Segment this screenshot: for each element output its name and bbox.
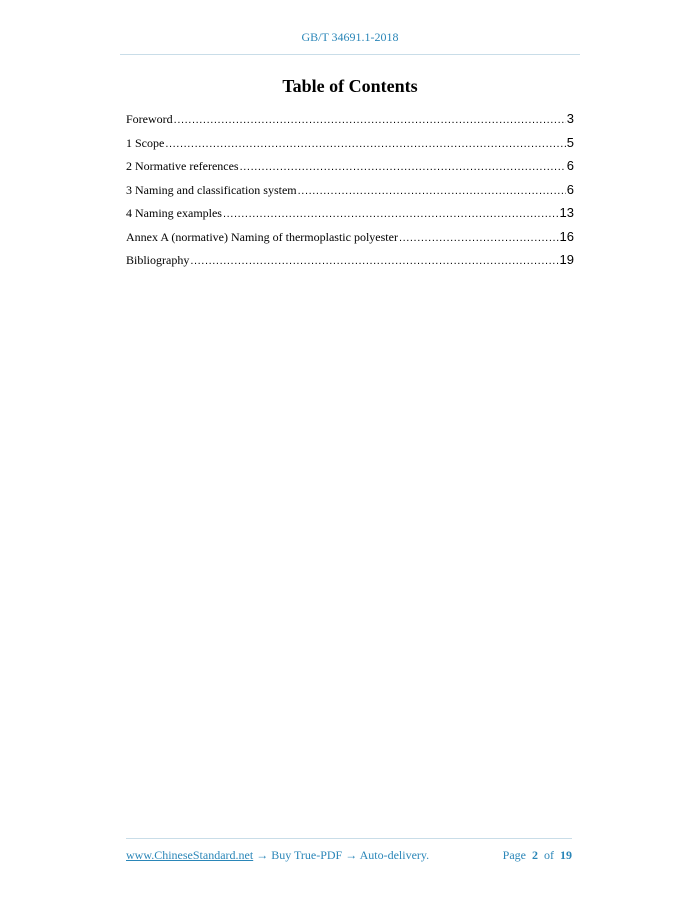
toc-entry-label: Foreword	[126, 112, 173, 126]
toc-entry-page: 6	[566, 181, 574, 197]
toc-entry-page: 16	[559, 228, 574, 244]
header-divider	[120, 54, 580, 55]
dot-leader	[174, 114, 566, 126]
toc-entry-label: Annex A (normative) Naming of thermoplastic polyester	[126, 229, 398, 244]
dot-leader	[165, 138, 565, 150]
toc-entry-page: 19	[559, 252, 574, 267]
dot-leader	[223, 208, 559, 220]
footer-promo	[126, 848, 429, 863]
page-word: Page	[502, 848, 526, 862]
arrow-icon: →	[253, 848, 272, 862]
footer-divider	[126, 838, 572, 839]
dot-leader	[240, 161, 566, 173]
total-pages-number: 19	[560, 848, 572, 862]
toc-entry-page: 6	[566, 158, 574, 173]
running-header: GB/T 34691.1-2018	[301, 30, 399, 44]
toc-entry-naming-examples[interactable]	[126, 205, 574, 229]
toc-entry-annex-a[interactable]	[126, 229, 574, 253]
toc-entry-label: 2 Normative references	[126, 159, 239, 173]
toc-entry-scope[interactable]	[126, 135, 574, 159]
table-of-contents	[126, 111, 574, 276]
toc-entry-bibliography[interactable]	[126, 252, 574, 276]
buy-true-pdf-link: Buy True-PDF	[271, 848, 343, 862]
toc-entry-label: Bibliography	[126, 253, 190, 267]
toc-entry-page: 13	[559, 205, 574, 220]
toc-entry-label: 3 Naming and classification system	[126, 182, 297, 197]
toc-entry-page: 3	[566, 111, 574, 126]
dot-leader	[399, 232, 559, 244]
toc-entry-foreword[interactable]	[126, 111, 574, 135]
toc-entry-page: 5	[566, 134, 574, 150]
of-word: of	[544, 848, 554, 862]
current-page-number: 2	[532, 848, 538, 862]
dot-leader	[298, 185, 566, 197]
toc-entry-normative-references[interactable]	[126, 158, 574, 182]
toc-entry-label: 1 Scope	[126, 135, 165, 150]
website-link[interactable]: www.ChineseStandard.net	[126, 848, 254, 862]
toc-entry-naming-classification[interactable]	[126, 182, 574, 206]
arrow-icon: →	[342, 848, 360, 862]
page-counter	[503, 848, 572, 863]
dot-leader	[190, 255, 558, 267]
page-title: Table of Contents	[282, 76, 418, 96]
toc-entry-label: 4 Naming examples	[126, 206, 222, 220]
auto-delivery-text: Auto-delivery.	[359, 848, 430, 862]
